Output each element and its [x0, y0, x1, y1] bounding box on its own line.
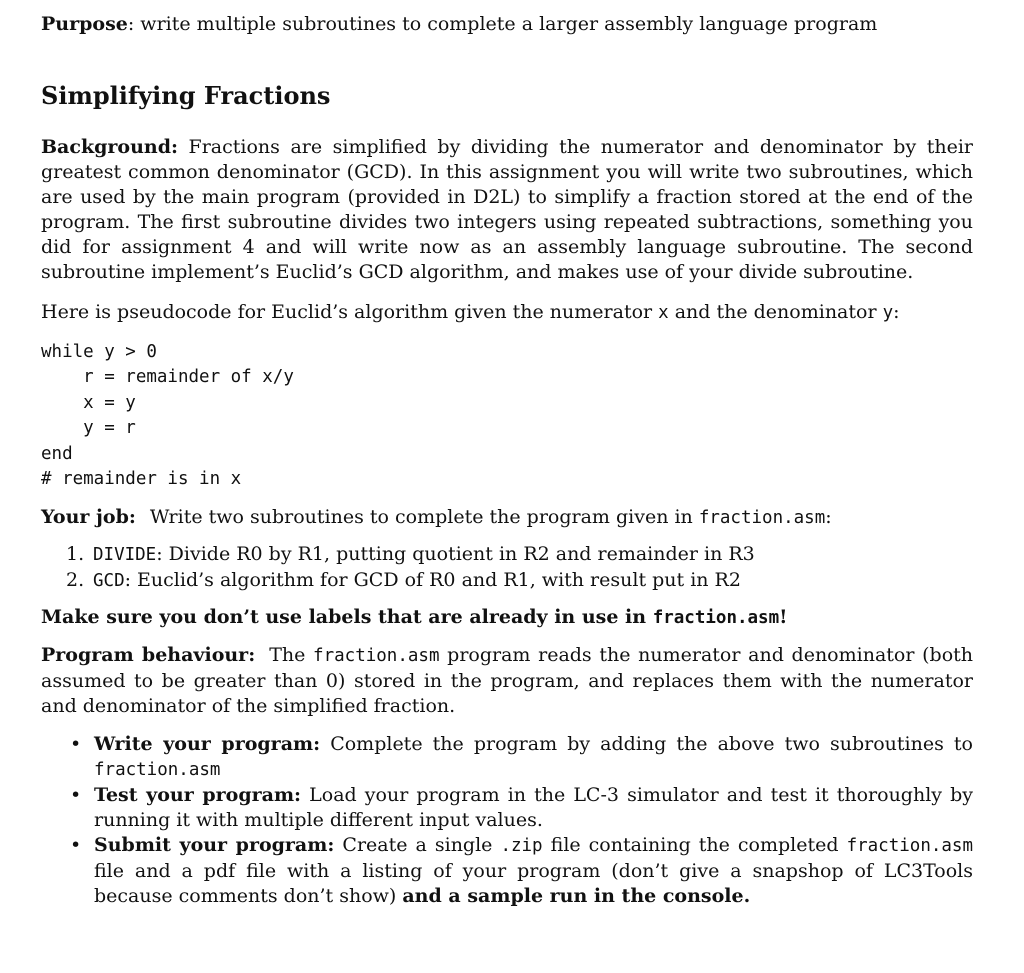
task-name: DIVIDE	[93, 545, 157, 565]
bullet-test-label: Test your program:	[94, 784, 302, 806]
make-sure-file: fraction.asm	[652, 608, 780, 628]
bullet-submit-text3: file and a pdf file with a listing of your program (don’t give a snapshop of LC3Tools because comments don’t show)	[94, 860, 973, 907]
bullet-submit-file: fraction.asm	[846, 836, 974, 856]
pseudocode-intro	[41, 300, 900, 326]
your-job-end: :	[825, 506, 832, 528]
bullet-submit-bold-end: and a sample run in the console.	[402, 885, 751, 907]
background-label: Background:	[41, 136, 178, 158]
your-job-text: Write two subroutines to complete the program given in	[149, 506, 699, 528]
bullet-submit	[70, 833, 973, 909]
behaviour-label: Program behaviour:	[41, 644, 256, 666]
behaviour-text: program reads the numerator and denominator (both assumed to be greater than 0) stored in the program, and replaces them with the numerator and denominator of the simplified fraction.	[41, 644, 974, 717]
your-job-label: Your job:	[41, 506, 136, 528]
bullet-write-label: Write your program:	[94, 733, 321, 755]
task-item-gcd	[66, 568, 755, 594]
make-sure-warning	[41, 605, 787, 631]
background-text: Fractions are simplified by dividing the numerator and denominator by their greatest common denominator (GCD). In this assignment you will write two subroutines, which are used by the main program (provided in D2L) to simplify a fraction stored at the end of the program. The first subroutine divides two integers using repeated subtractions, something you did for assignment 4 and will write now as an assembly language subroutine. The second subroutine implement’s Euclid’s GCD algorithm, and makes use of your divide subroutine.	[41, 136, 973, 283]
bullet-submit-text2: file containing the completed	[542, 834, 847, 856]
behaviour-before: The	[269, 644, 314, 666]
var-x: x	[658, 303, 669, 323]
bullet-write-file: fraction.asm	[94, 760, 221, 780]
make-sure-text: Make sure you don’t use labels that are already in use in	[41, 606, 653, 628]
bullet-submit-label: Submit your program:	[94, 834, 335, 856]
task-text: : Divide R0 by R1, putting quotient in R2 and remainder in R3	[156, 543, 755, 565]
pseudocode-intro-text: Here is pseudocode for Euclid’s algorithm given the numerator	[41, 301, 659, 323]
purpose-line	[41, 12, 877, 37]
purpose-text: : write multiple subroutines to complete a larger assembly language program	[127, 13, 878, 35]
behaviour-file: fraction.asm	[313, 646, 440, 666]
behaviour-paragraph	[41, 643, 973, 719]
purpose-label: Purpose	[41, 13, 128, 35]
var-y: y	[882, 303, 894, 323]
pseudocode-block: while y > 0 r = remainder of x/y x = y y = r end # remainder is in x	[41, 342, 294, 490]
background-paragraph	[41, 135, 973, 285]
bullet-test-text: Load your program in the LC-3 simulator and test it thoroughly by running it with multiple different input values.	[94, 784, 974, 831]
your-job-line	[41, 505, 832, 531]
bullet-write-text: Complete the program by adding the above two subroutines to	[320, 733, 973, 755]
bullet-dot-icon: •	[70, 733, 82, 755]
bullet-write	[70, 732, 973, 783]
pseudocode-intro-middle: and the denominator	[668, 301, 883, 323]
bullet-submit-text: Create a single	[334, 834, 501, 856]
instruction-list	[70, 732, 973, 909]
pseudocode-intro-end: :	[893, 301, 900, 323]
bullet-dot-icon: •	[70, 834, 82, 856]
task-number: 1.	[66, 543, 85, 565]
task-text: : Euclid’s algorithm for GCD of R0 and R1, with result put in R2	[124, 569, 741, 591]
task-number: 2.	[66, 569, 85, 591]
task-list	[66, 542, 755, 594]
make-sure-end: !	[779, 606, 788, 628]
your-job-file: fraction.asm	[698, 508, 826, 528]
section-title: Simplifying Fractions	[41, 81, 331, 110]
bullet-dot-icon: •	[70, 784, 82, 806]
task-name: GCD	[93, 571, 125, 591]
bullet-submit-zip: .zip	[500, 836, 543, 856]
task-item-divide	[66, 542, 755, 568]
bullet-test	[70, 783, 973, 833]
